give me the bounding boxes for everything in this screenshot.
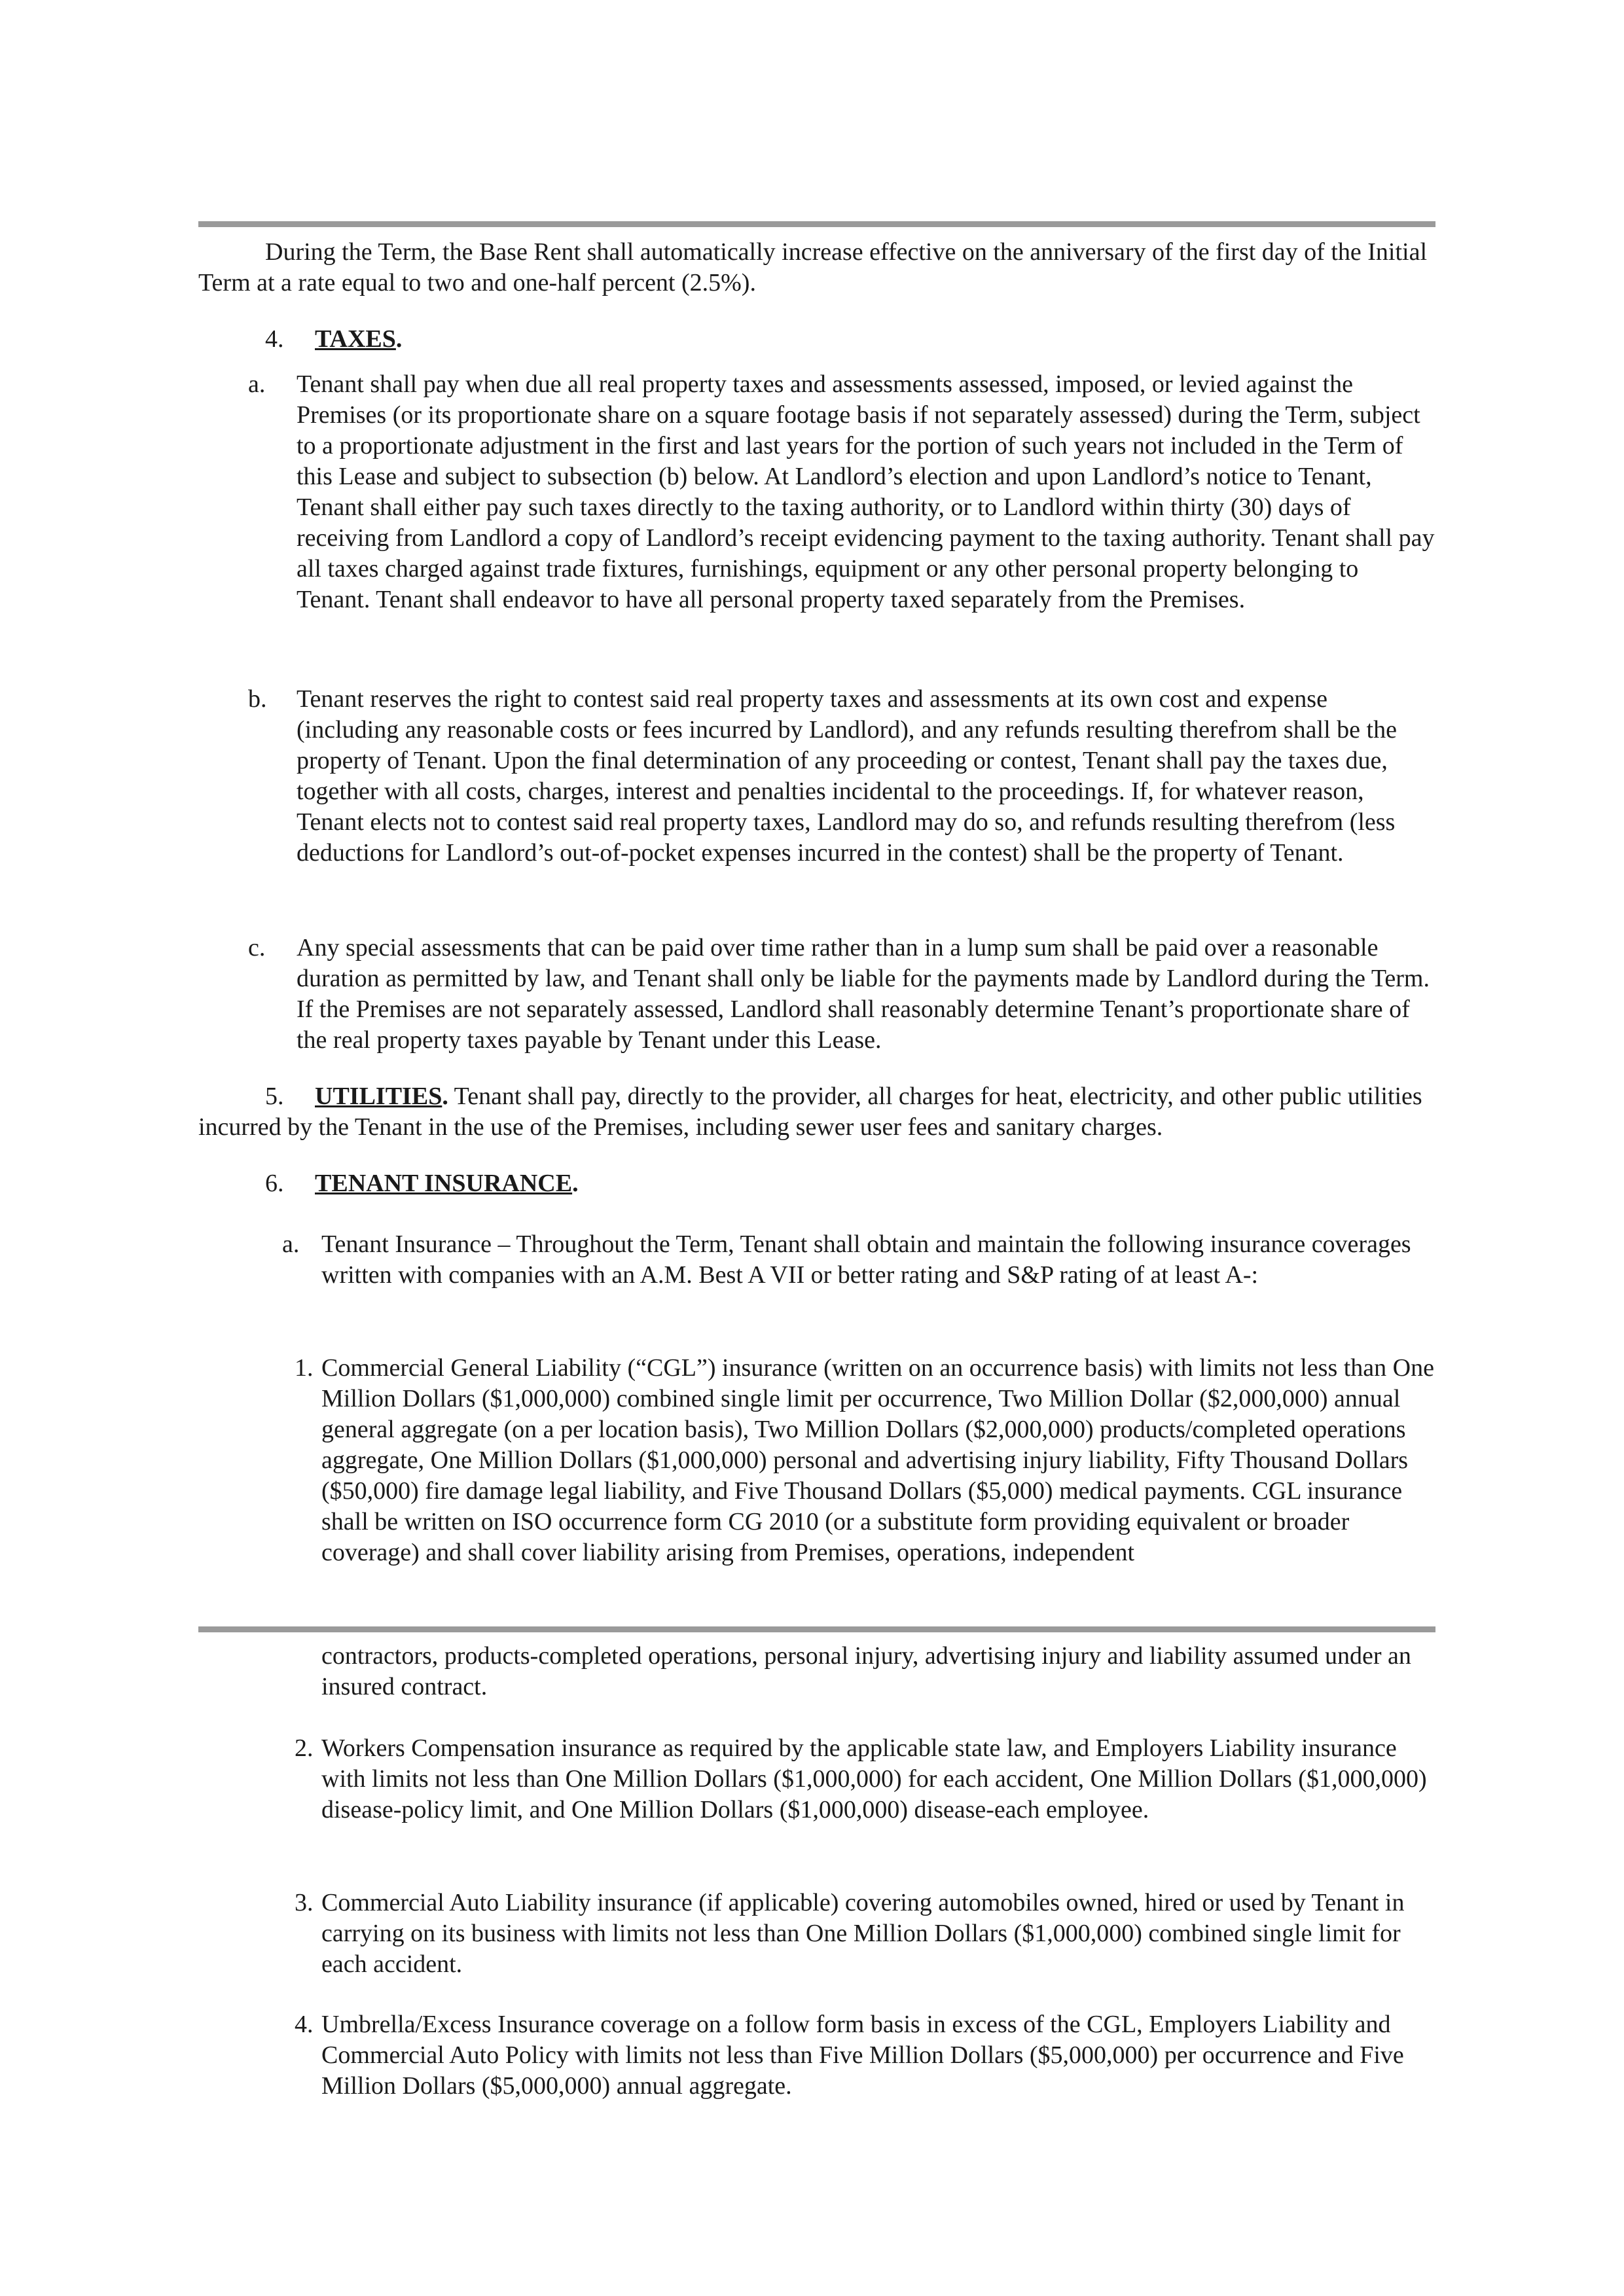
rent-increase-paragraph: During the Term, the Base Rent shall automatically increase effective on the anniversary of the first day of the Initial Term at a rate equal to two and one-half percent (2.5%).: [198, 238, 1427, 296]
insurance-item-3-marker: 3.: [295, 1889, 314, 1916]
taxes-item-c: [198, 933, 1435, 1056]
taxes-item-b-marker: b.: [248, 685, 267, 713]
top-page-rule: [198, 221, 1435, 227]
insurance-item-2-text: Workers Compensation insurance as required by the applicable state law, and Employers Liability insurance with limits not less than One Million Dollars ($1,000,000) for each accident, One Million Dollars ($1,000,000) disease-policy limit, and One Million Dollars ($1,000,000) disease-each employee.: [321, 1734, 1427, 1823]
section-4-title-suffix: .: [395, 325, 403, 353]
insurance-item-1-marker: 1.: [295, 1354, 314, 1382]
insurance-item-a: [198, 1229, 1435, 1291]
taxes-item-b-text: Tenant reserves the right to contest said real property taxes and assessments at its own cost and expense (including any reasonable costs or fees incurred by Landlord), and any refunds resulting therefrom shall be the property of Tenant. Upon the final determination of any proceeding or contest, Tenant shall pay the taxes due, together with all costs, charges, interest and penalties incidental to the proceedings. If, for whatever reason, Tenant elects not to contest said real property taxes, Landlord may do so, and refunds resulting therefrom (less deductions for Landlord’s out-of-pocket expenses incurred in the contest) shall be the property of Tenant.: [297, 685, 1397, 867]
taxes-item-a-marker: a.: [248, 370, 266, 398]
insurance-item-3-text: Commercial Auto Liability insurance (if applicable) covering automobiles owned, hired or used by Tenant in carrying on its business with limits not less than One Million Dollars ($1,000,000) combined single limit for each accident.: [321, 1889, 1405, 1978]
section-4-number: 4.: [265, 325, 284, 353]
section-5-paragraph: [198, 1081, 1435, 1143]
section-5-title-suffix: .: [442, 1083, 448, 1110]
section-6-title: TENANT INSURANCE: [315, 1170, 573, 1197]
insurance-item-4-marker: 4.: [295, 2011, 314, 2038]
section-6-title-suffix: .: [572, 1170, 579, 1197]
section-5-title: UTILITIES: [315, 1083, 442, 1110]
insurance-item-1-continuation: contractors, products-completed operations, personal injury, advertising injury and liability assumed under an insured contract.: [321, 1642, 1411, 1700]
section-4-heading: [198, 324, 402, 355]
section-5-text: Tenant shall pay, directly to the provider, all charges for heat, electricity, and other public utilities incurred by the Tenant in the use of the Premises, including sewer user fees and sanitary charges.: [198, 1083, 1422, 1141]
insurance-item-a-text: Tenant Insurance – Throughout the Term, Tenant shall obtain and maintain the following insurance coverages written with companies with an A.M. Best A VII or better rating and S&P rating of at least A-:: [321, 1230, 1411, 1289]
insurance-item-4-text: Umbrella/Excess Insurance coverage on a follow form basis in excess of the CGL, Employers Liability and Commercial Auto Policy with limits not less than Five Million Dollars ($5,000,000) per occurrence and Five Million Dollars ($5,000,000) annual aggregate.: [321, 2011, 1404, 2100]
section-5-number: 5.: [265, 1083, 284, 1110]
insurance-item-2-marker: 2.: [295, 1734, 314, 1762]
insurance-item-4: [198, 2009, 1435, 2102]
section-4-title: TAXES: [315, 325, 396, 353]
insurance-item-a-marker: a.: [282, 1230, 300, 1258]
section-6-heading: [198, 1168, 579, 1199]
taxes-item-b: [198, 684, 1435, 869]
insurance-item-3: [198, 1888, 1435, 1980]
taxes-item-a-text: Tenant shall pay when due all real property taxes and assessments assessed, imposed, or levied against the Premises (or its proportionate share on a square footage basis if not separately assessed) during the Term, subject to a proportionate adjustment in the first and last years for the portion of such years not included in the Term of this Lease and subject to subsection (b) below. At Landlord’s election and upon Landlord’s notice to Tenant, Tenant shall either pay such taxes directly to the taxing authority, or to Landlord within thirty (30) days of receiving from Landlord a copy of Landlord’s receipt evidencing payment to the taxing authority. Tenant shall pay all taxes charged against trade fixtures, furnishings, equipment or any other personal property belonging to Tenant. Tenant shall endeavor to have all personal property taxed separately from the Premises.: [297, 370, 1435, 613]
taxes-item-c-text: Any special assessments that can be paid over time rather than in a lump sum shall be paid over a reasonable duration as permitted by law, and Tenant shall only be liable for the payments made by Landlord during the Term. If the Premises are not separately assessed, Landlord shall reasonably determine Tenant’s proportionate share of the real property taxes payable by Tenant under this Lease.: [297, 934, 1430, 1054]
taxes-item-c-marker: c.: [248, 934, 266, 961]
insurance-item-2: [198, 1733, 1435, 1825]
taxes-item-a: [198, 369, 1435, 615]
insurance-item-1: [198, 1353, 1435, 1568]
insurance-item-1-text: Commercial General Liability (“CGL”) insurance (written on an occurrence basis) with limits not less than One Million Dollars ($1,000,000) combined single limit per occurrence, Two Million Dollar ($2,000,000) annual general aggregate (on a per location basis), Two Million Dollars ($2,000,000) products/completed operations aggregate, One Million Dollars ($1,000,000) personal and advertising injury liability, Fifty Thousand Dollars ($50,000) fire damage legal liability, and Five Thousand Dollars ($5,000) medical payments. CGL insurance shall be written on ISO occurrence form CG 2010 (or a substitute form providing equivalent or broader coverage) and shall cover liability arising from Premises, operations, independent: [321, 1354, 1434, 1566]
page-break-rule: [198, 1626, 1435, 1632]
section-6-number: 6.: [265, 1170, 284, 1197]
